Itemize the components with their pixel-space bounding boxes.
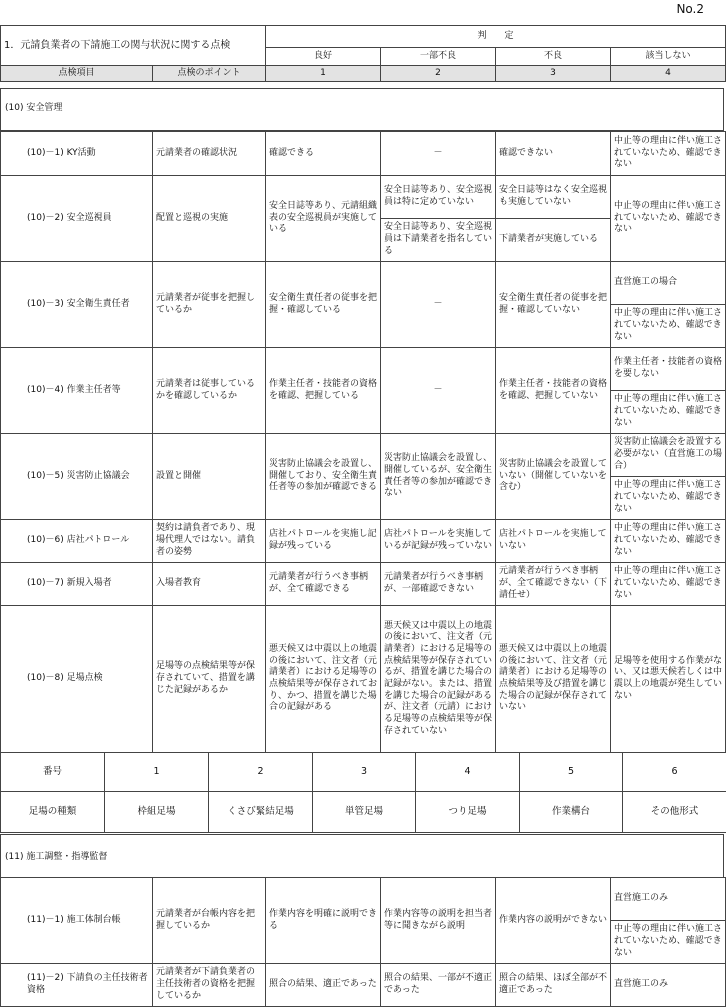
grade-1-text: 作業内容を明確に説明できる [266,878,381,964]
grade-1-text: 作業主任者・技能者の資格を確認、把握している [266,348,381,434]
check-point: 元請業者が台帳内容を把握しているか [153,878,266,964]
table-row [1,132,726,176]
scaffold-type: その他形式 [623,792,726,833]
grade-2-text: 安全日誌等あり、安全巡視員は特に定めていない [381,176,496,219]
scaffold-number: 1 [105,753,209,792]
grade-3-text: 悪天候又は中震以上の地震の後において、注文者（元請業者）における足場等の点検結果等及び措置を講じた場合の記録が保存されていない [496,606,611,753]
item-name: (10)－7) 新規入場者 [1,563,153,606]
grade-3-text: 下請業者が実施している [496,219,611,262]
table-row [1,964,726,1007]
safety-table [0,131,726,753]
table-row [1,176,726,219]
grade-bad: 不良 [496,48,611,66]
grade-partial-bad: 一部不良 [381,48,496,66]
grade-3-text: 店社パトロールを実施していない [496,520,611,563]
check-point: 契約は請負者であり、現場代理人ではない。請負者の姿勢 [153,520,266,563]
grade-2-text: 元請業者が行うべき事柄が、一部確認できない [381,563,496,606]
grade-3-text: 安全衛生責任者の従事を把握・確認していない [496,262,611,348]
grade-4-text: 中止等の理由に伴い施工されていないため、確認できない [611,176,726,262]
grade-1-text: 安全日誌等あり、元請組織表の安全巡視員が実施している [266,176,381,262]
grade-4-text: 作業主任者・技能者の資格を要しない [611,348,726,391]
grade-1-text: 元請業者が行うべき事柄が、全て確認できる [266,563,381,606]
grade-4-text: 中止等の理由に伴い施工されていないため、確認できない [611,391,726,434]
grade-number-3: 3 [496,66,611,82]
grade-1-text: 確認できる [266,132,381,176]
grade-na: 該当しない [611,48,726,66]
grade-4-text: 足場等を使用する作業がない、又は悪天候若しくは中震以上の地震が発生していない [611,606,726,753]
grade-4-text: 中止等の理由に伴い施工されていないため、確認できない [611,563,726,606]
check-point: 足場等の点検結果等が保存されていて、措置を講じた記録があるか [153,606,266,753]
item-name: (11)－1) 施工体制台帳 [1,878,153,964]
check-point: 元請業者の確認状況 [153,132,266,176]
scaffold-number: 4 [416,753,520,792]
grade-2-text: 作業内容等の説明を担当者等に聞きながら説明 [381,878,496,964]
grade-1-text: 災害防止協議会を設置し、開催しており、安全衛生責任者等の参加が確認できる [266,434,381,520]
grade-number-4: 4 [611,66,726,82]
grade-4-text: 中止等の理由に伴い施工されていないため、確認できない [611,305,726,348]
item-name: (10)－1) KY活動 [1,132,153,176]
grade-1-text: 照合の結果、適正であった [266,964,381,1007]
grade-4-text: 直営施工のみ [611,878,726,921]
check-point: 配置と巡視の実施 [153,176,266,262]
scaffold-number: 5 [520,753,623,792]
grade-4-text: 直営施工の場合 [611,262,726,305]
scaffold-type: 枠組足場 [105,792,209,833]
scaffold-type: くさび緊結足場 [209,792,313,833]
item-name: (10)－2) 安全巡視員 [1,176,153,262]
scaffold-type: つり足場 [416,792,520,833]
table-row [1,520,726,563]
section-title: 1．元請負業者の下請施工の関与状況に関する点検 [1,26,266,66]
check-point: 設置と開催 [153,434,266,520]
grade-2-text: 悪天候又は中震以上の地震の後において、注文者（元請業者）における足場等の点検結果等が保存されているが、措置を講じた場合の記録がない。または、措置を講じた場合の記録があるが、注文者（元請）における足場等の点検結果等が保存されていない [381,606,496,753]
grade-3-text: 元請業者が行うべき事柄が、全て確認できない（下請任せ） [496,563,611,606]
grade-1-text: 安全衛生責任者の従事を把握・確認している [266,262,381,348]
item-name: (10)－6) 店社パトロール [1,520,153,563]
grade-2-text: 災害防止協議会を設置し、開催しているが、安全衛生責任者等の参加が確認できない [381,434,496,520]
grade-number-1: 1 [266,66,381,82]
grade-2-text: － [381,132,496,176]
scaffold-number: 3 [313,753,416,792]
scaffold-type: 作業構台 [520,792,623,833]
scaffold-number: 2 [209,753,313,792]
grade-2-text: 照合の結果、一部が不適正であった [381,964,496,1007]
grade-4-text: 中止等の理由に伴い施工されていないため、確認できない [611,477,726,520]
grade-good: 良好 [266,48,381,66]
item-name: (10)－8) 足場点検 [1,606,153,753]
grade-1-text: 悪天候又は中震以上の地震の後において、注文者（元請業者）における足場等の点検結果等が保存されており、かつ、措置を講じた場合の記録がある [266,606,381,753]
grade-3-text: 安全日誌等はなく安全巡視も実施していない [496,176,611,219]
grade-2-text: 店社パトロールを実施しているが記録が残っていない [381,520,496,563]
scaffold-type: 単管足場 [313,792,416,833]
col-item-header: 点検項目 [1,66,153,82]
table-row [1,262,726,305]
grade-3-text: 作業主任者・技能者の資格を確認、把握していない [496,348,611,434]
grade-4-text: 直営施工のみ [611,964,726,1007]
scaffold-number: 6 [623,753,726,792]
check-point: 元請業者は従事しているかを確認しているか [153,348,266,434]
judgement-label: 判 定 [266,26,726,48]
header-table [0,25,726,82]
item-name: (10)－3) 安全衛生責任者 [1,262,153,348]
check-point: 元請業者が従事を把握しているか [153,262,266,348]
grade-4-text: 中止等の理由に伴い施工されていないため、確認できない [611,921,726,964]
grade-4-text: 中止等の理由に伴い施工されていないため、確認できない [611,132,726,176]
item-name: (11)－2) 下請負の主任技術者資格 [1,964,153,1007]
item-name: (10)－4) 作業主任者等 [1,348,153,434]
grade-2-text: 安全日誌等あり、安全巡視員は下請業者を指名している [381,219,496,262]
grade-4-text: 中止等の理由に伴い施工されていないため、確認できない [611,520,726,563]
section-11-title: (11) 施工調整・指導監督 [0,834,724,877]
supervision-table [0,877,726,1007]
grade-2-text: － [381,262,496,348]
col-point-header: 点検のポイント [153,66,266,82]
grade-1-text: 店社パトロールを実施し記録が残っている [266,520,381,563]
grade-3-text: 災害防止協議会を設置していない（開催していないを含む） [496,434,611,520]
scaffold-number-label: 番号 [1,753,105,792]
grade-4-text: 災害防止協議会を設置する必要がない（直営施工の場合） [611,434,726,477]
item-name: (10)－5) 災害防止協議会 [1,434,153,520]
scaffold-type-label: 足場の種類 [1,792,105,833]
grade-number-2: 2 [381,66,496,82]
table-row [1,434,726,477]
grade-3-text: 確認できない [496,132,611,176]
scaffold-type-table [0,752,726,833]
table-row [1,606,726,753]
page-number: No.2 [676,2,704,16]
table-row [1,563,726,606]
grade-2-text: － [381,348,496,434]
grade-3-text: 作業内容の説明ができない [496,878,611,964]
table-row [1,348,726,391]
check-point: 入場者教育 [153,563,266,606]
table-row [1,878,726,921]
check-point: 元請業者が下請負業者の主任技術者の資格を把握しているか [153,964,266,1007]
grade-3-text: 照合の結果、ほぼ全部が不適正であった [496,964,611,1007]
section-10-title: (10) 安全管理 [0,88,724,131]
